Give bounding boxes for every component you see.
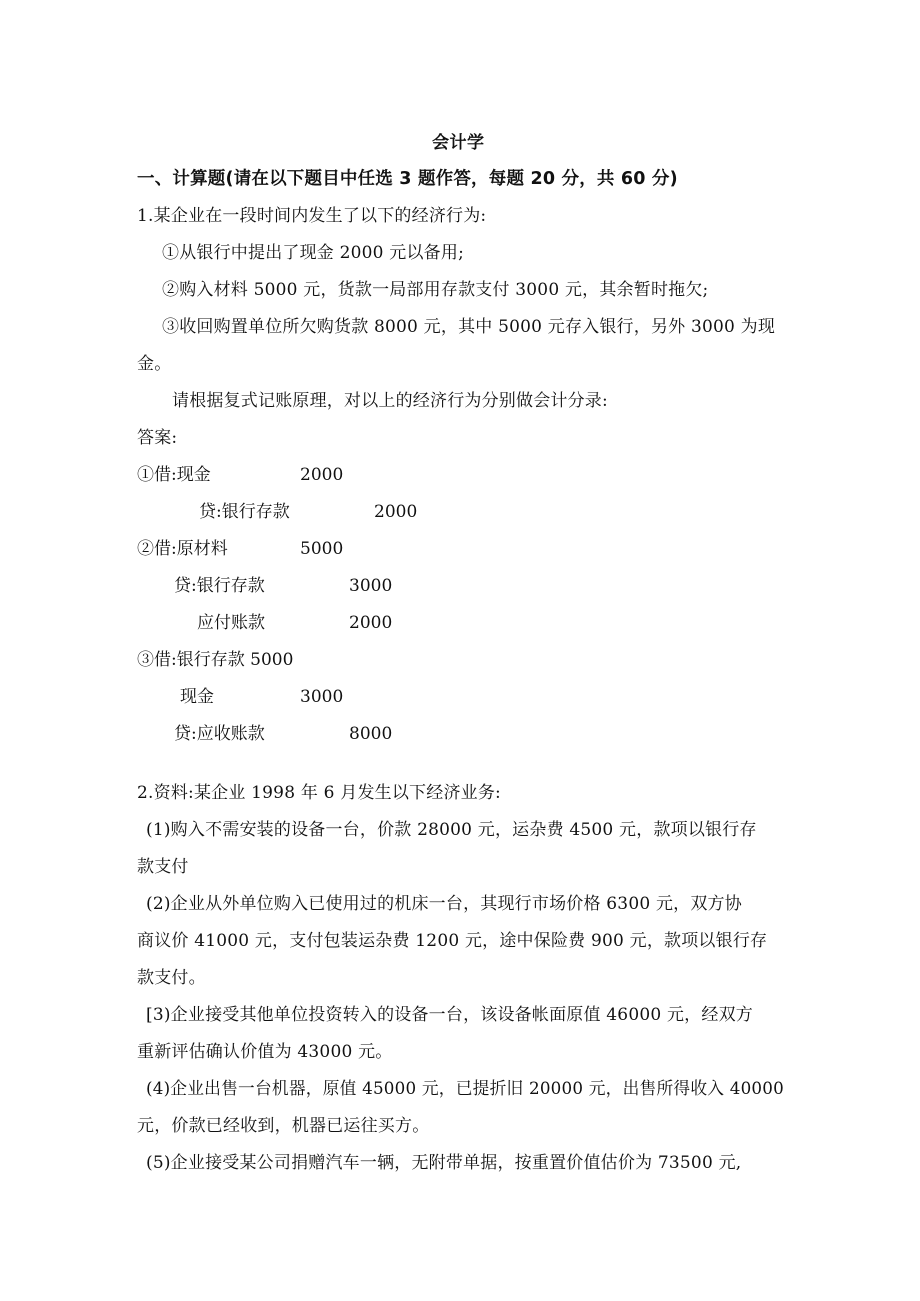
q2-line-7: 重新评估确认价值为 43000 元。 xyxy=(137,1042,393,1062)
document-title: 会计学 xyxy=(432,133,485,153)
entry-1-label: ①借:现金 xyxy=(137,465,211,485)
q2-line-4: 商议价 41000 元，支付包装运杂费 1200 元，途中保险费 900 元，款项以银行存 xyxy=(137,931,768,951)
entry-7-label: 现金 xyxy=(180,687,214,707)
q2-line-1: (1)购入不需安装的设备一台，价款 28000 元，运杂费 4500 元，款项以银行存 xyxy=(146,820,757,840)
q1-item-2: ②购入材料 5000 元，货款一局部用存款支付 3000 元，其余暂时拖欠; xyxy=(162,280,709,300)
q2-line-10: (5)企业接受某公司捐赠汽车一辆，无附带单据，按重置价值估价为 73500 元, xyxy=(146,1153,742,1173)
entry-8-label: 贷:应收账款 xyxy=(174,724,265,744)
entry-6-label: ③借:银行存款 5000 xyxy=(137,650,294,670)
entry-3-amount: 5000 xyxy=(300,539,344,559)
entry-2-amount: 2000 xyxy=(374,502,418,522)
q1-item-1: ①从银行中提出了现金 2000 元以备用; xyxy=(162,243,464,263)
entry-2-label: 贷:银行存款 xyxy=(199,502,290,522)
q1-item-3: ③收回购置单位所欠购货款 8000 元，其中 5000 元存入银行，另外 3000 为现 xyxy=(162,317,776,337)
entry-5-amount: 2000 xyxy=(349,613,393,633)
q2-line-8: (4)企业出售一台机器，原值 45000 元，已提折旧 20000 元，出售所得收入 40000 xyxy=(146,1079,784,1099)
entry-4-amount: 3000 xyxy=(349,576,393,596)
entry-5-label: 应付账款 xyxy=(197,613,265,633)
entry-3-label: ②借:原材料 xyxy=(137,539,228,559)
section-heading: 一、计算题(请在以下题目中任选 3 题作答，每题 20 分，共 60 分) xyxy=(137,169,678,189)
answer-label: 答案: xyxy=(137,428,178,448)
q2-line-2: 款支付 xyxy=(137,857,189,877)
q1-item-3-cont: 金。 xyxy=(137,354,172,374)
entry-1-amount: 2000 xyxy=(300,465,344,485)
q2-intro: 2.资料:某企业 1998 年 6 月发生以下经济业务: xyxy=(137,783,501,803)
entry-7-amount: 3000 xyxy=(300,687,344,707)
q2-line-9: 元，价款已经收到，机器已运往买方。 xyxy=(137,1116,430,1136)
entry-4-label: 贷:银行存款 xyxy=(174,576,265,596)
q2-line-5: 款支付。 xyxy=(137,968,206,988)
q2-line-6: [3)企业接受其他单位投资转入的设备一台，该设备帐面原值 46000 元，经双方 xyxy=(146,1005,753,1025)
q1-intro: 1.某企业在一段时间内发生了以下的经济行为: xyxy=(137,206,487,226)
q1-instruction: 请根据复式记账原理，对以上的经济行为分别做会计分录: xyxy=(172,391,608,411)
q2-line-3: (2)企业从外单位购入已使用过的机床一台，其现行市场价格 6300 元，双方协 xyxy=(146,894,742,914)
entry-8-amount: 8000 xyxy=(349,724,393,744)
